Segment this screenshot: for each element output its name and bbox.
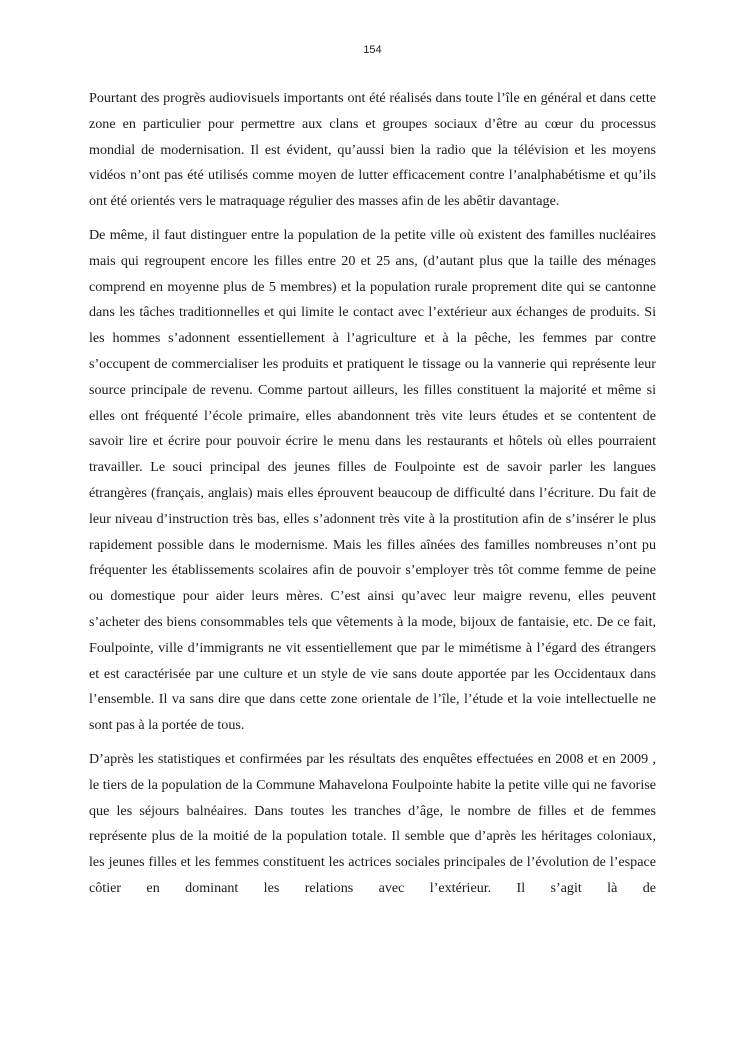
paragraph-statistiques: D’après les statistiques et confirmées par les résultats des enquêtes effectuées en 2008 et en 2009 , le tiers de la population de la Commune Mahavelona Foulpointe habite la petite ville qui ne favorise que les séjours balnéaires. Dans toutes les tranches d’âge, le nombre de filles et de femmes représente plus de la moitié de la population totale. Il semble que d’après les héritages coloniaux, les jeunes filles et les femmes constituent les actrices sociales principales de l’évolution de l’espace côtier en dominant les relations avec l’extérieur. Il s’agit là de xyxy=(89,750,656,896)
paragraph-audiovisuel: Pourtant des progrès audiovisuels importants ont été réalisés dans toute l’île en général et dans cette zone en particulier pour permettre aux clans et groupes sociaux d’être au cœur du processus mondial de modernisation. Il est évident, qu’aussi bien la radio que la télévision et les moyens vidéos n’ont pas été utilisés comme moyen de lutter efficacement contre l’analphabétisme et qu’ils ont été orientés vers le matraquage régulier des masses afin de les abêtir davantage. xyxy=(89,90,656,210)
paragraph-population: De même, il faut distinguer entre la population de la petite ville où existent des familles nucléaires mais qui regroupent encore les filles entre 20 et 25 ans, (d’autant plus que la taille des ménages comprend en moyenne plus de 5 membres) et la population rurale proprement dite qui se cantonne dans les tâches traditionnelles et qui limite le contact avec l’extérieur aux échanges de produits. Si les hommes s’adonnent essentiellement à l’agriculture et à la pêche, les femmes par contre s’occupent de commercialiser les produits et pratiquent le tissage ou la vannerie qui représente leur source principale de revenu. Comme partout ailleurs, les filles constituent la majorité et même si elles ont fréquenté l’école primaire, elles abandonnent très vite leurs études et se contentent de savoir lire et écrire pour pouvoir écrire le menu dans les restaurants et hôtels où elles pourraient travailler. Le souci principal des jeunes filles de Foulpointe est de savoir parler les langues étrangères (français, anglais) mais elles éprouvent beaucoup de difficulté dans l’écriture. Du fait de leur niveau d’instruction très bas, elles s’adonnent très vite à la prostitution afin de s’insérer le plus rapidement possible dans le modernisme. Mais les filles aînées des familles nombreuses n’ont pu fréquenter les établissements scolaires afin de pouvoir s’employer très tôt comme femme de peine ou domestique pour aider leurs mères. C’est ainsi qu’avec leur maigre revenu, elles peuvent s’acheter des biens consommables tels que vêtements à la mode, bijoux de fantaisie, etc. De ce fait, Foulpointe, ville d’immigrants ne vit essentiellement que par le mimétisme à l’égard des étrangers et est caractérisée par une culture et un style de vie sans doute apportée par les Occidentaux dans l’ensemble. Il va sans dire que dans cette zone orientale de l’île, l’étude et la voie intellectuelle ne sont pas à la portée de tous. xyxy=(89,226,656,734)
page-number: 154 xyxy=(363,44,382,56)
body-text xyxy=(89,86,656,910)
